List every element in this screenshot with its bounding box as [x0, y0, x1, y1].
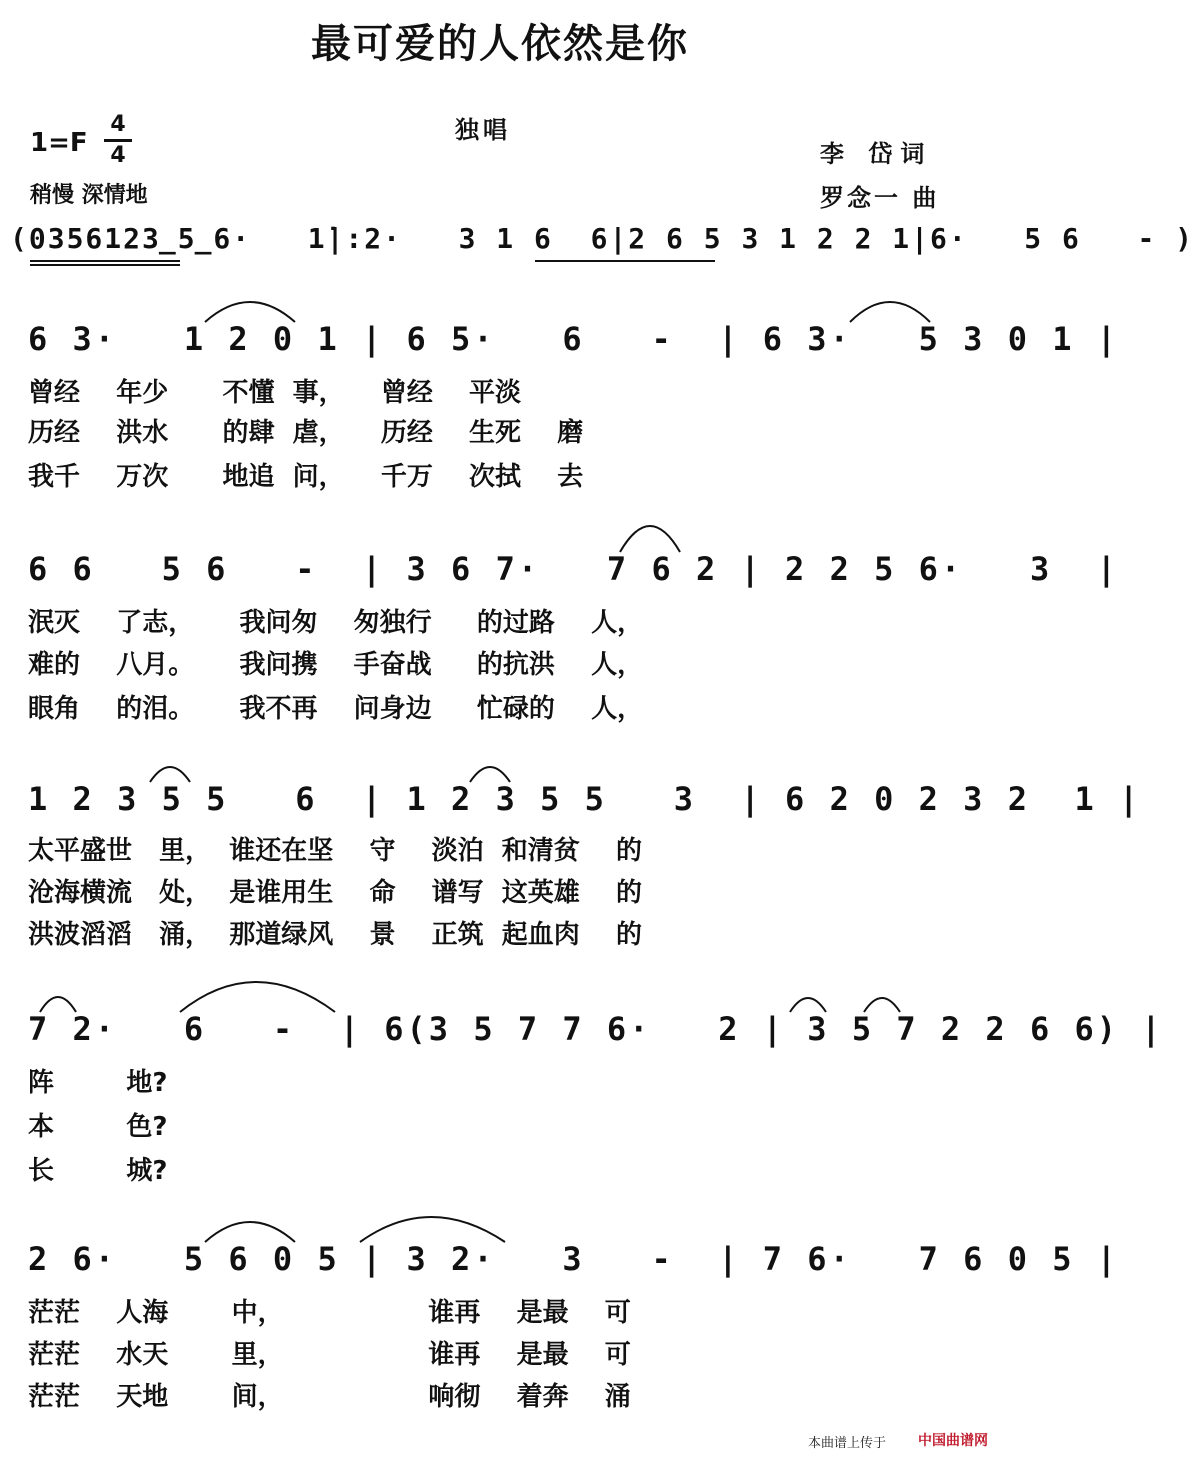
system-5-notes: 2 6· 5 6 0 5 | 3 2· 3 - | 7 6· 7 6 0 5 |	[28, 1240, 1120, 1278]
system-2-notes: 6 6 5 6 - | 3 6 7· 7 6 2 | 2 2 5 6· 3 |	[28, 550, 1120, 588]
slur	[864, 998, 900, 1012]
composer-credit: 罗念一 曲	[820, 184, 940, 212]
time-signature-top: 4	[110, 112, 126, 137]
system-5-lyric-2: 茫茫 水天 里， 谁再 是最 可	[28, 1340, 631, 1370]
system-1-notes: 6 3· 1 2 0 1 | 6 5· 6 - | 6 3· 5 3 0 1 |	[28, 320, 1120, 358]
slur	[470, 767, 510, 782]
system-5-lyric-1: 茫茫 人海 中， 谁再 是最 可	[28, 1298, 631, 1328]
system-5-lyric-3: 茫茫 天地 间， 响彻 着奔 涌	[28, 1382, 631, 1412]
slur	[360, 1217, 505, 1242]
slur	[850, 302, 930, 322]
system-4-lyric-3: 长 城?	[28, 1156, 168, 1186]
tempo-marking: 稍慢 深情地	[30, 183, 148, 208]
slur	[180, 982, 335, 1012]
system-2-lyric-1: 泯灭 了志， 我问匆 匆独行 的过路 人，	[28, 608, 644, 638]
slur	[40, 997, 76, 1012]
slur	[620, 526, 680, 552]
system-1-lyric-3: 我千 万次 地追 问， 千万 次拭 去	[28, 462, 584, 492]
site-logo-text: 中国曲谱网	[918, 1433, 988, 1449]
system-2-lyric-3: 眼角 的泪。 我不再 问身边 忙碌的 人，	[28, 694, 644, 724]
slur	[205, 302, 295, 322]
slur	[205, 1222, 295, 1242]
system-3-lyric-2: 沧海横流 处， 是谁用生 命 谱写 这英雄 的	[28, 878, 642, 908]
system-1-lyric-1: 曾经 年少 不懂 事， 曾经 平淡	[28, 378, 522, 408]
system-2-lyric-2: 难的 八月。 我问携 手奋战 的抗洪 人，	[28, 650, 644, 680]
lyricist-credit: 李 岱词	[820, 140, 933, 168]
system-3-notes: 1 2 3 5 5 6 | 1 2 3 5 5 3 | 6 2 0 2 3 2 1 |	[28, 780, 1142, 818]
slur	[790, 998, 826, 1012]
time-signature-bottom: 4	[110, 143, 126, 168]
system-1-lyric-2: 历经 洪水 的肆 虐， 历经 生死 磨	[28, 418, 584, 448]
system-4-lyric-1: 阵 地?	[28, 1068, 168, 1098]
system-4-lyric-2: 本 色?	[28, 1112, 168, 1142]
system-3-lyric-3: 洪波滔滔 涌， 那道绿风 景 正筑 起血肉 的	[28, 920, 642, 950]
performance-type: 独唱	[455, 116, 511, 144]
intro-notes: (0356123̲5̲6· 1̇|:2· 3 1 6 6|2 6 5 3 1 2 2 1|6· 5 6 - )	[10, 222, 1194, 255]
upload-notice: 本曲谱上传于	[808, 1436, 887, 1451]
system-4-notes: 7 2· 6 - | 6(3 5 7 7 6· 2 | 3 5 7 2 2 6 6) |	[28, 1010, 1164, 1048]
key-signature: 1=F	[30, 128, 88, 158]
slur	[150, 767, 190, 782]
song-title: 最可爱的人依然是你	[311, 20, 689, 67]
system-3-lyric-1: 太平盛世 里， 谁还在坚 守 淡泊 和清贫 的	[28, 836, 642, 866]
